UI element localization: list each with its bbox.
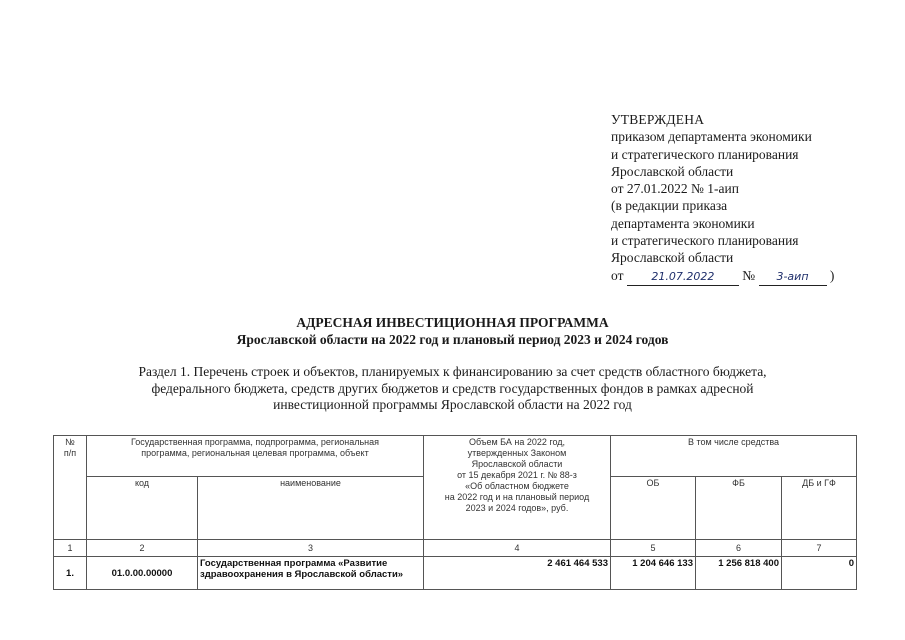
approval-line: Ярославской области: [611, 163, 734, 179]
row-name-line: здравоохранения в Ярославской области»: [200, 569, 404, 580]
sign-number-label: №: [742, 267, 756, 283]
column-number: 7: [782, 540, 857, 557]
row-db: 0: [782, 557, 857, 590]
header-volume: [424, 436, 611, 540]
table-row: [54, 557, 857, 590]
column-number: 3: [198, 540, 424, 557]
approval-line: и стратегического планирования: [611, 233, 799, 249]
column-number: 6: [696, 540, 782, 557]
header-volume-line: 2023 и 2024 годов», руб.: [465, 503, 569, 513]
column-number: 2: [87, 540, 198, 557]
section-line-1: Раздел 1. Перечень строек и объектов, планируемых к финансированию за счет средств областного бюджета,: [138, 364, 767, 379]
header-fb: ФБ: [696, 477, 782, 540]
row-name-line: Государственная программа «Развитие: [200, 558, 388, 569]
approval-block: [611, 111, 871, 286]
handwritten-number: 3-аип: [759, 268, 827, 286]
section-line-3: инвестиционной программы Ярославской области на 2022 год: [273, 397, 632, 413]
header-volume-line: на 2022 год и на плановый период: [444, 492, 590, 502]
header-ob: ОБ: [611, 477, 696, 540]
approval-line: департамента экономики: [611, 215, 755, 231]
column-number: 1: [54, 540, 87, 557]
header-volume-line: Объем БА на 2022 год,: [468, 437, 566, 447]
heading-line-1: АДРЕСНАЯ ИНВЕСТИЦИОННАЯ ПРОГРАММА: [296, 315, 609, 330]
header-number-line: №: [65, 437, 75, 447]
row-name: [198, 557, 424, 590]
approval-title: УТВЕРЖДЕНА: [611, 112, 705, 127]
row-number: 1.: [54, 557, 87, 590]
section-title: [60, 364, 845, 414]
header-volume-line: утвержденных Законом: [467, 448, 567, 458]
sign-close: ): [829, 267, 835, 283]
header-db: ДБ и ГФ: [782, 477, 857, 540]
header-number-line: п/п: [63, 448, 77, 458]
header-code: код: [87, 477, 198, 540]
row-volume: 2 461 464 533: [424, 557, 611, 590]
header-name: наименование: [198, 477, 424, 540]
handwritten-date: 21.07.2022: [627, 268, 739, 286]
header-including: В том числе средства: [611, 436, 857, 477]
header-program-line: Государственная программа, подпрограмма, региональная: [130, 437, 379, 447]
section-line-2: федерального бюджета, средств других бюджетов и средств государственных фондов в рамках адресной: [151, 380, 754, 396]
investment-table: [53, 435, 857, 590]
approval-line: Ярославской области: [611, 250, 734, 266]
approval-line: от 27.01.2022 № 1-аип: [611, 181, 739, 197]
approval-signature-line: [611, 267, 871, 286]
heading-line-2: Ярославской области на 2022 год и плановый период 2023 и 2024 годов: [236, 332, 669, 347]
header-volume-line: «Об областном бюджете: [465, 481, 569, 491]
row-fb: 1 256 818 400: [696, 557, 782, 590]
approval-line: (в редакции приказа: [611, 198, 728, 214]
approval-line: и стратегического планирования: [611, 146, 799, 162]
approval-line: приказом департамента экономики: [611, 129, 812, 145]
column-number: 5: [611, 540, 696, 557]
header-number: [54, 436, 87, 540]
sign-prefix: от: [611, 267, 624, 283]
header-volume-line: Ярославской области: [471, 459, 563, 469]
column-number: 4: [424, 540, 611, 557]
header-program-line: программа, региональная целевая программа, объект: [141, 448, 369, 458]
header-program: [87, 436, 424, 477]
document-heading: [0, 314, 905, 348]
row-code: 01.0.00.00000: [87, 557, 198, 590]
header-volume-line: от 15 декабря 2021 г. № 88-з: [457, 470, 577, 480]
row-ob: 1 204 646 133: [611, 557, 696, 590]
